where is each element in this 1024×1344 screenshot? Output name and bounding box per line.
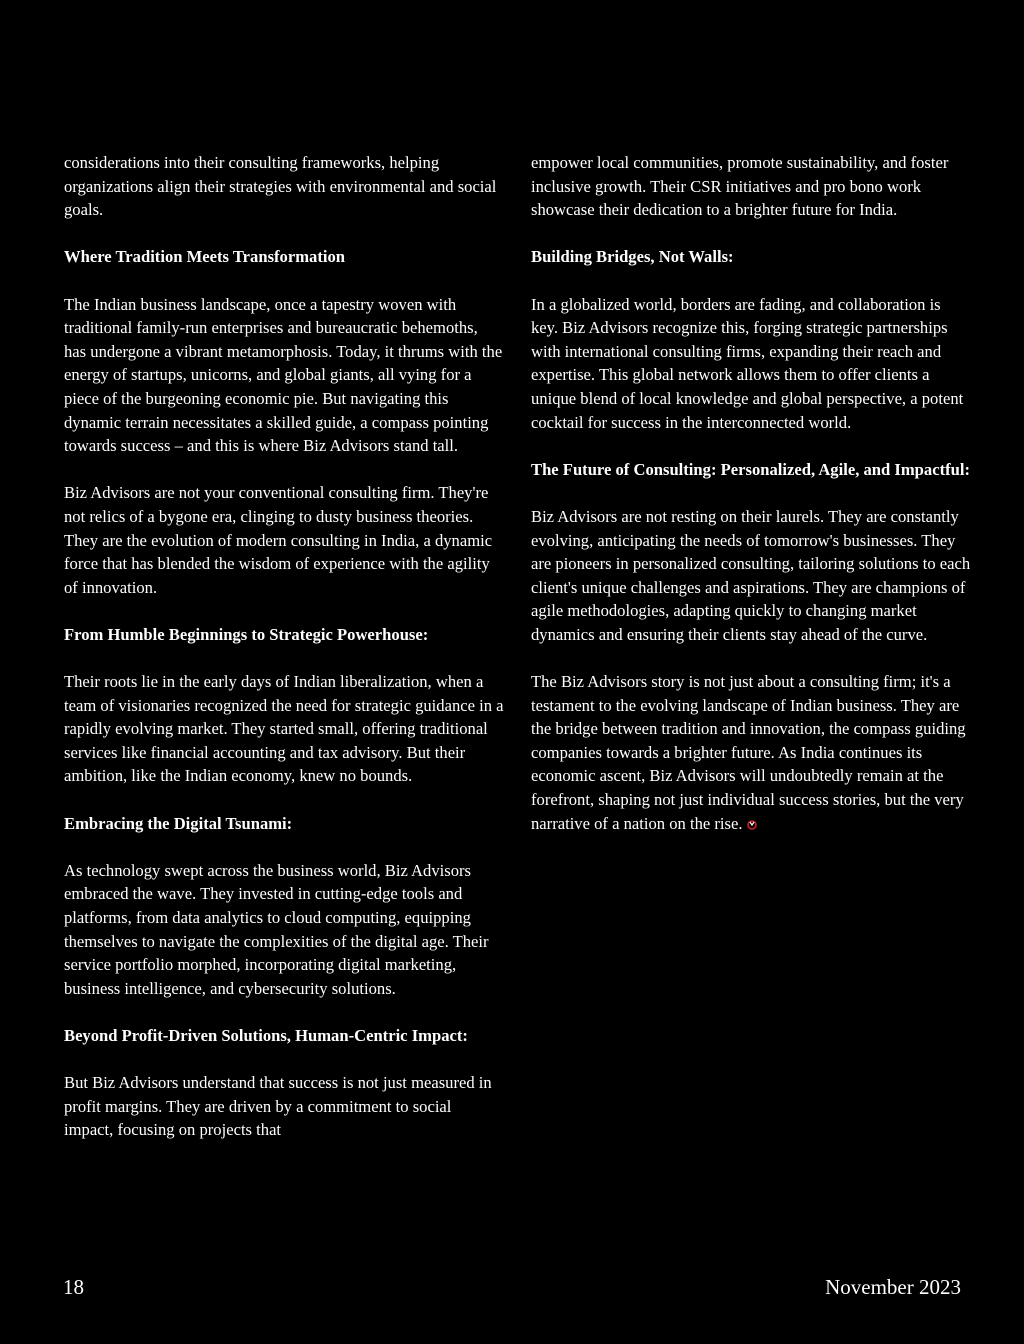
closing-paragraph: [531, 670, 971, 835]
section-heading: The Future of Consulting: Personalized, Agile, and Impactful:: [531, 459, 970, 479]
paragraph: The Indian business landscape, once a tapestry woven with traditional family-run enterprises and bureaucratic behemoths, has undergone a vibrant metamorphosis. Today, it thrums with the energy of startups, unicorns, and global giants, all vying for a piece of the burgeoning economic pie. But navigating this dynamic terrain necessitates a skilled guide, a compass pointing towards success – and this is where Biz Advisors stand tall.: [64, 294, 503, 456]
paragraph: considerations into their consulting frameworks, helping organizations align their strategies with environmental and social goals.: [64, 153, 497, 220]
section-heading: Where Tradition Meets Transformation: [64, 247, 345, 267]
paragraph: As technology swept across the business world, Biz Advisors embraced the wave. They invested in cutting-edge tools and platforms, from data analytics to cloud computing, equipping themselves to navigate the complexities of the digital age. Their service portfolio morphed, incorporating digital marketing, business intelligence, and cybersecurity solutions.: [64, 860, 489, 998]
section-heading: Embracing the Digital Tsunami:: [64, 813, 293, 833]
paragraph: Biz Advisors are not your conventional consulting firm. They're not relics of a bygone era, clinging to dusty business theories. They are the evolution of modern consulting in India, a dynamic force that has blended the wisdom of experience with the agility of innovation.: [64, 483, 493, 597]
paragraph: empower local communities, promote sustainability, and foster inclusive growth. Their CSR initiatives and pro bono work showcase their dedication to a brighter future for India.: [531, 153, 949, 220]
page-number: 18: [63, 1275, 84, 1299]
paragraph: But Biz Advisors understand that success is not just measured in profit margins. They are driven by a commitment to social impact, focusing on projects that: [64, 1073, 492, 1140]
paragraph: Biz Advisors are not resting on their laurels. They are constantly evolving, anticipating the needs of tomorrow's businesses. They are pioneers in personalized consulting, tailoring solutions to each client's unique challenges and aspirations. They are champions of agile methodologies, adapting quickly to changing market dynamics and ensuring their clients stay ahead of the curve.: [531, 506, 971, 644]
left-column: [64, 151, 504, 1166]
section-heading: Beyond Profit-Driven Solutions, Human-Centric Impact:: [64, 1025, 468, 1045]
issue-date: November 2023: [825, 1275, 961, 1299]
closing-paragraph-text: The Biz Advisors story is not just about a consulting firm; it's a testament to the evolving landscape of Indian business. They are the bridge between tradition and innovation, the compass guiding companies towards a brighter future. As India continues its economic ascent, Biz Advisors will undoubtedly remain at the forefront, shaping not just individual success stories, but the very narrative of a nation on the rise.: [531, 672, 966, 833]
paragraph: Their roots lie in the early days of Indian liberalization, when a team of visionaries recognized the need for strategic guidance in a rapidly evolving market. They started small, offering traditional services like financial accounting and tax advisory. But their ambition, like the Indian economy, knew no bounds.: [64, 672, 504, 786]
section-heading: Building Bridges, Not Walls:: [531, 247, 734, 267]
section-heading: From Humble Beginnings to Strategic Powerhouse:: [64, 624, 429, 644]
paragraph: In a globalized world, borders are fading, and collaboration is key. Biz Advisors recognize this, forging strategic partnerships with international consulting firms, expanding their reach and expertise. This global network allows them to offer clients a unique blend of local knowledge and global perspective, a potent cocktail for success in the interconnected world.: [531, 294, 964, 432]
right-column: [531, 151, 971, 859]
article-end-mark-icon: [747, 820, 757, 830]
